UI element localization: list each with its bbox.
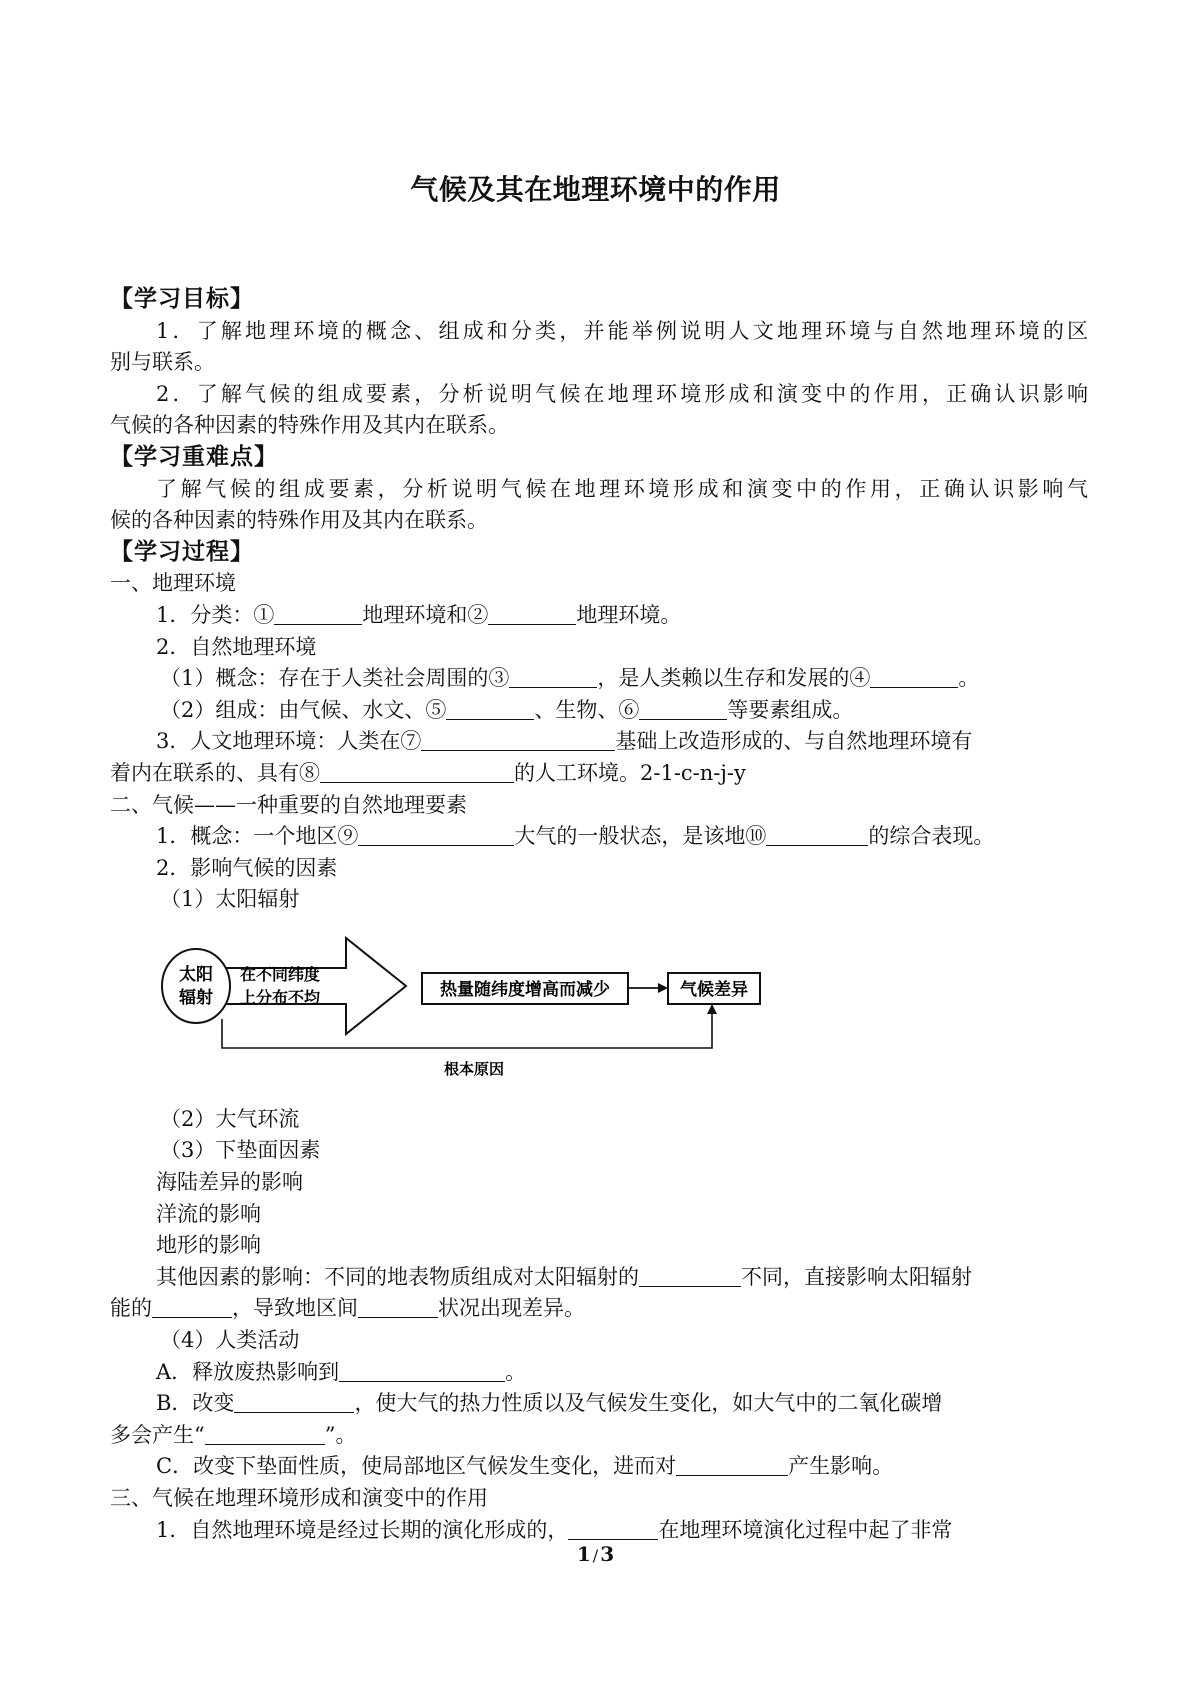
text-fragment: 产生影响。 bbox=[788, 1454, 894, 1479]
key-point-line-b: 候的各种因素的特殊作用及其内在联系。 bbox=[110, 508, 488, 533]
part1-human-env-b bbox=[110, 758, 1088, 790]
part1-concept bbox=[110, 663, 1088, 695]
page-current: 1 bbox=[576, 1542, 591, 1566]
fill-blank-7[interactable] bbox=[421, 728, 615, 751]
fill-blank-11[interactable] bbox=[639, 1264, 741, 1287]
part2-circulation: （2）大气环流 bbox=[160, 1106, 300, 1131]
part2-concept bbox=[110, 821, 1088, 853]
part1-composition bbox=[110, 695, 1088, 727]
fill-blank-1[interactable] bbox=[274, 602, 362, 625]
text-fragment: （1）概念：存在于人类社会周围的③ bbox=[160, 666, 510, 691]
part1-heading: 一、地理环境 bbox=[110, 571, 236, 596]
text-fragment: 状况出现差异。 bbox=[438, 1296, 585, 1321]
circle-text-2: 辐射 bbox=[179, 987, 213, 1007]
part2-activity-b-cont bbox=[110, 1420, 1088, 1452]
text-fragment: 3．人文地理环境：人类在⑦ bbox=[156, 729, 422, 754]
text-fragment: 能的 bbox=[110, 1296, 152, 1321]
text-fragment: 等要素组成。 bbox=[727, 697, 854, 722]
fill-blank-16[interactable] bbox=[205, 1422, 325, 1445]
root-cause-line bbox=[222, 1012, 712, 1048]
fill-blank-4[interactable] bbox=[870, 665, 958, 688]
fill-blank-15[interactable] bbox=[234, 1390, 354, 1413]
arrow-text-2: 上分布不均 bbox=[239, 989, 321, 1007]
goal-2-line-a: 2．了解气候的组成要素，分析说明气候在地理环境形成和演变中的作用，正确认识影响 bbox=[156, 381, 1088, 406]
section-heading-goals: 【学习目标】 bbox=[110, 286, 254, 312]
text-fragment: 基础上改造形成的、与自然地理环境有 bbox=[615, 729, 973, 754]
text-fragment: ，是人类赖以生存和发展的④ bbox=[597, 666, 871, 691]
part2-activity-a bbox=[110, 1357, 1088, 1389]
part1-classification bbox=[110, 600, 1088, 632]
fill-blank-3[interactable] bbox=[509, 665, 597, 688]
heat-box-text: 热量随纬度增高而减少 bbox=[440, 979, 610, 999]
fill-blank-9[interactable] bbox=[358, 823, 514, 846]
text-fragment: B．改变 bbox=[156, 1391, 235, 1416]
text-fragment: 大气的一般状态，是该地⑩ bbox=[514, 824, 767, 849]
goal-2-line-b: 气候的各种因素的特殊作用及其内在联系。 bbox=[110, 413, 509, 438]
part2-solar-radiation: （1）太阳辐射 bbox=[160, 887, 300, 912]
climate-box-text: 气候差异 bbox=[680, 979, 748, 999]
text-fragment: ，使大气的热力性质以及气候发生变化，如大气中的二氧化碳增 bbox=[354, 1391, 943, 1416]
document-body bbox=[110, 284, 1088, 1546]
text-fragment: ”。 bbox=[324, 1422, 357, 1447]
fill-blank-12[interactable] bbox=[152, 1295, 232, 1318]
root-cause-label: 根本原因 bbox=[443, 1061, 505, 1078]
text-fragment: 在地理环境演化过程中起了非常 bbox=[658, 1517, 953, 1542]
part3-heading: 三、气候在地理环境形成和演变中的作用 bbox=[110, 1486, 488, 1510]
page-total: 3 bbox=[600, 1542, 615, 1566]
text-fragment: 。 bbox=[505, 1359, 527, 1384]
text-fragment: 的人工环境。2-1-c-n-j-y bbox=[514, 760, 746, 785]
section-heading-process: 【学习过程】 bbox=[110, 538, 254, 565]
text-fragment: 多会产生“ bbox=[110, 1422, 205, 1447]
solar-radiation-diagram bbox=[110, 916, 1088, 1104]
fill-blank-8[interactable] bbox=[320, 760, 514, 783]
fill-blank-17[interactable] bbox=[676, 1453, 788, 1476]
part2-terrain: 地形的影响 bbox=[156, 1233, 261, 1258]
text-fragment: C．改变下垫面性质，使局部地区气候发生变化，进而对 bbox=[156, 1454, 677, 1479]
text-fragment: 的综合表现。 bbox=[868, 824, 995, 849]
part2-heading: 二、气候——一种重要的自然地理要素 bbox=[110, 792, 467, 817]
part1-human-env-a bbox=[110, 726, 1088, 758]
part2-other-factors-b bbox=[110, 1293, 1088, 1325]
text-fragment: 其他因素的影响：不同的地表物质组成对太阳辐射的 bbox=[156, 1264, 639, 1289]
part2-other-factors-a bbox=[110, 1262, 1088, 1294]
goal-1-line-a: 1．了解地理环境的概念、组成和分类，并能举例说明人文地理环境与自然地理环境的区 bbox=[156, 318, 1088, 343]
section-heading-key-points: 【学习重难点】 bbox=[110, 443, 278, 470]
arrow-text-1: 在不同纬度 bbox=[239, 966, 321, 984]
fill-blank-18[interactable] bbox=[568, 1517, 658, 1540]
part2-human-activity: （4）人类活动 bbox=[160, 1328, 300, 1353]
page-number bbox=[0, 1542, 1191, 1566]
text-fragment: 地理环境和② bbox=[362, 602, 489, 627]
fill-blank-2[interactable] bbox=[488, 602, 576, 625]
text-fragment: ，导致地区间 bbox=[232, 1296, 358, 1321]
text-fragment: A．释放废热影响到 bbox=[156, 1359, 340, 1384]
fill-blank-5[interactable] bbox=[446, 697, 534, 720]
page-separator: / bbox=[592, 1546, 599, 1565]
circle-text-1: 太阳 bbox=[179, 964, 213, 984]
text-fragment: （2）组成：由气候、水文、⑤ bbox=[160, 697, 447, 722]
root-cause-arrowhead bbox=[707, 1004, 717, 1014]
text-fragment: 、生物、⑥ bbox=[534, 697, 640, 722]
part1-natural-env: 2．自然地理环境 bbox=[156, 634, 317, 659]
text-fragment: 。 bbox=[958, 666, 980, 691]
flow-diagram bbox=[156, 916, 846, 1104]
connector-arrowhead bbox=[658, 983, 668, 993]
text-fragment: 1．分类：① bbox=[156, 602, 275, 627]
page-title: 气候及其在地理环境中的作用 bbox=[410, 173, 781, 206]
fill-blank-14[interactable] bbox=[339, 1359, 505, 1382]
fill-blank-10[interactable] bbox=[766, 823, 868, 846]
part2-underlying-surface: （3）下垫面因素 bbox=[160, 1138, 321, 1163]
part2-factors: 2．影响气候的因素 bbox=[156, 855, 338, 880]
part2-activity-c bbox=[110, 1451, 1088, 1483]
part2-activity-b bbox=[110, 1388, 1088, 1420]
text-fragment: 1．自然地理环境是经过长期的演化形成的， bbox=[156, 1517, 569, 1542]
part2-ocean-current: 洋流的影响 bbox=[156, 1201, 261, 1226]
big-arrow-shape bbox=[202, 938, 406, 1034]
fill-blank-13[interactable] bbox=[358, 1295, 438, 1318]
text-fragment: 不同，直接影响太阳辐射 bbox=[741, 1264, 972, 1289]
fill-blank-6[interactable] bbox=[639, 697, 727, 720]
goal-1-line-b: 别与联系。 bbox=[110, 350, 215, 375]
text-fragment: 着内在联系的、具有⑧ bbox=[110, 760, 320, 785]
part2-land-sea: 海陆差异的影响 bbox=[156, 1170, 303, 1195]
text-fragment: 1．概念：一个地区⑨ bbox=[156, 824, 359, 849]
key-point-line-a: 了解气候的组成要素，分析说明气候在地理环境形成和演变中的作用，正确认识影响气 bbox=[156, 476, 1088, 501]
sun-radiation-circle bbox=[162, 949, 230, 1023]
text-fragment: 地理环境。 bbox=[576, 602, 682, 627]
